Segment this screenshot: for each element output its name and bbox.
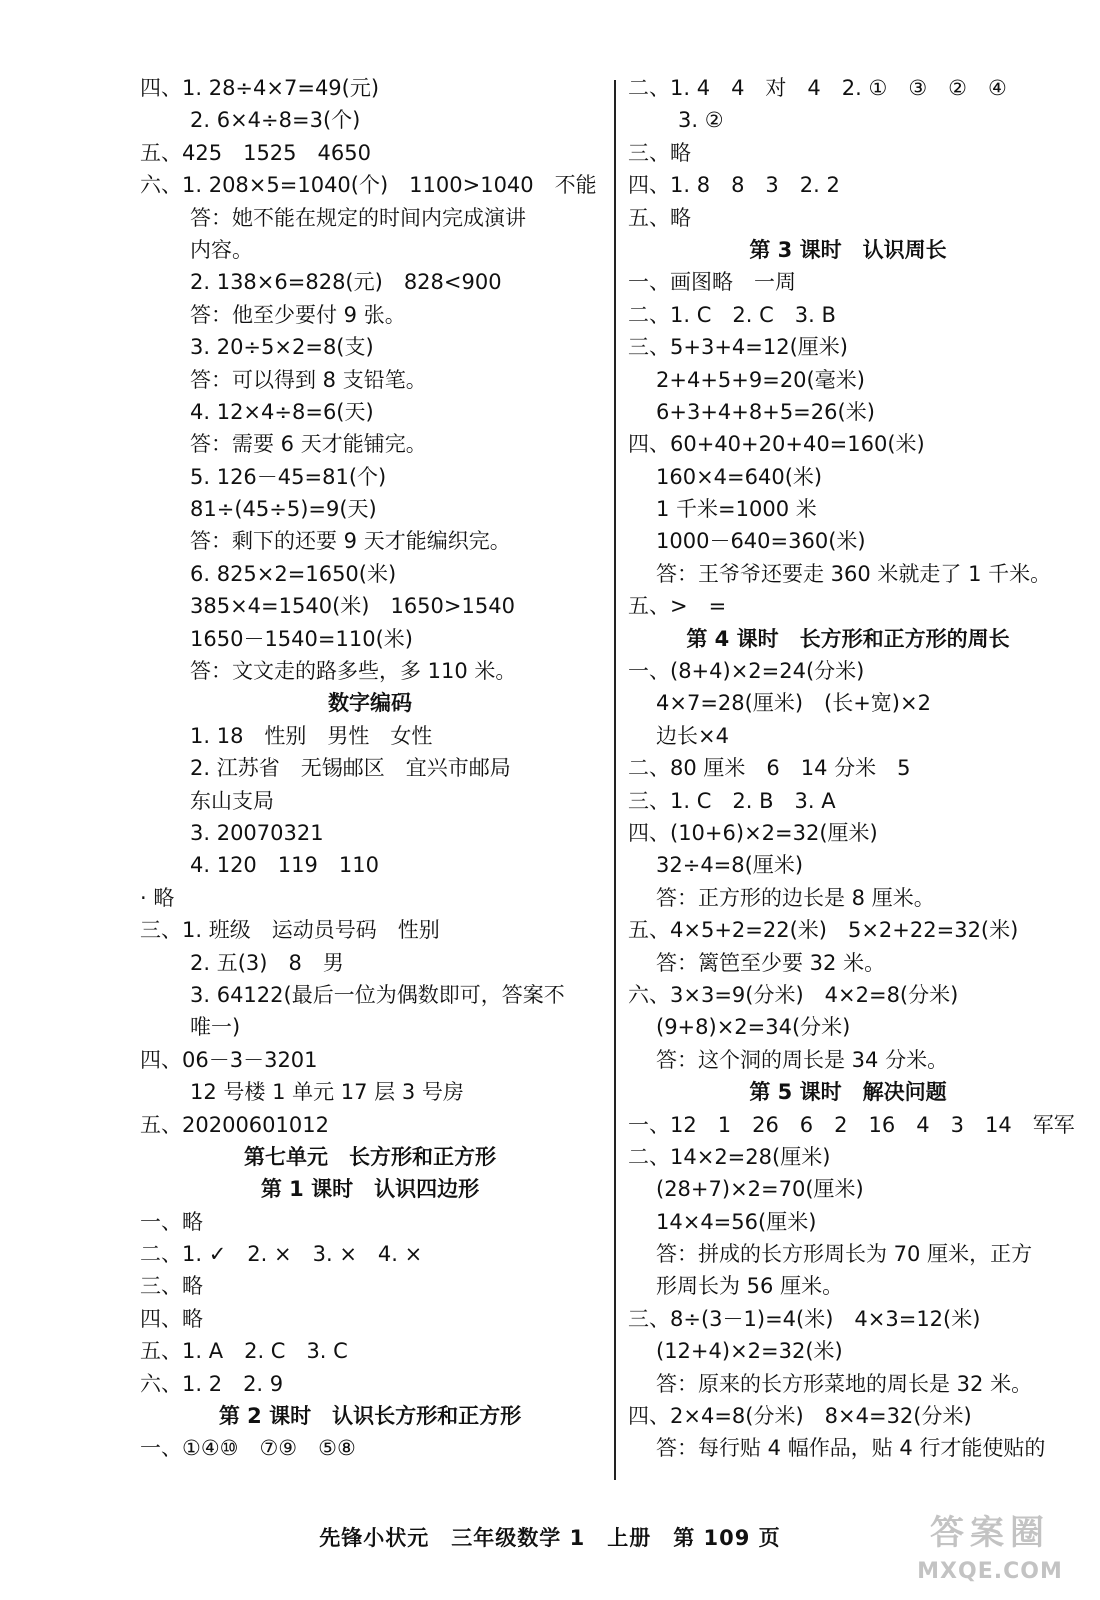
- answer-line: 二、1. C 2. C 3. B: [628, 302, 836, 327]
- answer-line: 2+4+5+9=20(毫米): [656, 367, 865, 392]
- section-heading: 第七单元 长方形和正方形: [244, 1144, 496, 1169]
- answer-line: 答：她不能在规定的时间内完成演讲: [190, 205, 526, 230]
- answer-line: 四、2×4=8(分米) 8×4=32(分米): [628, 1404, 972, 1429]
- answer-line: 边长×4: [656, 723, 729, 748]
- answer-line: (28+7)×2=70(厘米): [656, 1177, 864, 1202]
- answer-line: 答：他至少要付 9 张。: [190, 302, 406, 327]
- watermark-bottom-text: MXQE.COM: [917, 1559, 1063, 1584]
- answer-line: (9+8)×2=34(分米): [656, 1015, 851, 1040]
- answer-line: 答：剩下的还要 9 天才能编织完。: [190, 529, 511, 554]
- answer-line: 3. 64122(最后一位为偶数即可，答案不: [190, 982, 565, 1007]
- answer-line: 1650－1540=110(米): [190, 626, 413, 651]
- section-heading: 第 5 课时 解决问题: [749, 1080, 947, 1105]
- section-heading: 第 3 课时 认识周长: [749, 237, 947, 262]
- answer-line: 五、1. A 2. C 3. C: [140, 1339, 348, 1364]
- answer-line: 6+3+4+8+5=26(米): [656, 399, 875, 424]
- answer-line: 答：正方形的边长是 8 厘米。: [656, 885, 935, 910]
- answer-line: 答：这个洞的周长是 34 分米。: [656, 1047, 949, 1072]
- answer-line: 2. 138×6=828(元) 828<900: [190, 270, 502, 295]
- page-footer: 先锋小状元 三年级数学 1 上册 第 109 页: [319, 1526, 781, 1550]
- answer-line: 14×4=56(厘米): [656, 1209, 817, 1234]
- answer-line: 四、略: [140, 1306, 203, 1331]
- answer-line: 东山支局: [190, 788, 274, 813]
- answer-line: 三、略: [628, 140, 691, 165]
- section-heading: 第 1 课时 认识四边形: [260, 1177, 480, 1202]
- answer-line: 五、> =: [628, 594, 727, 619]
- watermark-logo: [890, 1508, 1090, 1594]
- answer-line: 3. ②: [678, 108, 724, 133]
- answer-line: 一、①④⑩ ⑦⑨ ⑤⑧: [140, 1436, 356, 1461]
- answer-line: 五、425 1525 4650: [140, 140, 371, 165]
- answer-line: 四、1. 28÷4×7=49(元): [140, 76, 380, 100]
- answer-line: 二、1. 4 4 对 4 2. ① ③ ② ④: [628, 76, 1007, 100]
- answer-line: 形周长为 56 厘米。: [656, 1274, 844, 1299]
- answer-line: 答：拼成的长方形周长为 70 厘米，正方: [656, 1242, 1033, 1267]
- answer-line: 五、4×5+2=22(米) 5×2+22=32(米): [628, 918, 1019, 943]
- answer-line: 三、8÷(3－1)=4(米) 4×3=12(米): [628, 1306, 981, 1331]
- answer-line: 160×4=640(米): [656, 464, 823, 489]
- answer-line: 五、20200601012: [140, 1112, 329, 1137]
- answer-line: 四、1. 8 8 3 2. 2: [628, 173, 840, 198]
- answer-line: 2. 江苏省 无锡邮区 宜兴市邮局: [190, 756, 511, 781]
- answer-line: 答：每行贴 4 幅作品，贴 4 行才能使贴的: [656, 1436, 1046, 1461]
- answer-line: 5. 126－45=81(个): [190, 464, 387, 489]
- answer-line: 2. 五(3) 8 男: [190, 950, 344, 975]
- answer-line: (12+4)×2=32(米): [656, 1339, 843, 1364]
- answer-line: 二、14×2=28(厘米): [628, 1144, 831, 1169]
- answer-line: 385×4=1540(米) 1650>1540: [190, 594, 515, 619]
- answer-line: 3. 20070321: [190, 820, 324, 845]
- answer-line: 1 千米=1000 米: [656, 497, 817, 522]
- answer-line: 81÷(45÷5)=9(天): [190, 497, 377, 522]
- answer-line: 答：原来的长方形菜地的周长是 32 米。: [656, 1371, 1033, 1396]
- section-heading: 数字编码: [328, 691, 412, 716]
- answer-line: · 略: [140, 885, 175, 910]
- answer-line: 四、06－3－3201: [140, 1047, 318, 1072]
- answer-line: 答：王爷爷还要走 360 米就走了 1 千米。: [656, 561, 1052, 586]
- answer-line: 六、1. 2 2. 9: [140, 1371, 284, 1396]
- answer-line: 六、1. 208×5=1040(个) 1100>1040 不能: [140, 173, 597, 198]
- answer-line: 五、略: [628, 205, 691, 230]
- answer-line: 32÷4=8(厘米): [656, 853, 804, 878]
- answer-line: 一、12 1 26 6 2 16 4 3 14 军军: [628, 1112, 1075, 1137]
- watermark-top-text: 答案圈: [930, 1513, 1050, 1553]
- answer-line: 4. 120 119 110: [190, 853, 379, 878]
- right-column: [628, 72, 1075, 1465]
- answer-line: 答：需要 6 天才能铺完。: [190, 432, 427, 457]
- answer-line: 12 号楼 1 单元 17 层 3 号房: [190, 1080, 464, 1105]
- section-heading: 第 2 课时 认识长方形和正方形: [218, 1404, 522, 1429]
- answer-line: 内容。: [190, 237, 253, 262]
- answer-line: 一、画图略 一周: [628, 270, 796, 295]
- answer-line: 三、1. 班级 运动员号码 性别: [140, 918, 440, 943]
- answer-line: 4×7=28(厘米) (长+宽)×2: [656, 691, 931, 716]
- answer-line: 三、1. C 2. B 3. A: [628, 788, 836, 813]
- answer-line: 唯一): [190, 1015, 241, 1040]
- answer-line: 1. 18 性别 男性 女性: [190, 723, 433, 748]
- answer-line: 四、60+40+20+40=160(米): [628, 432, 925, 457]
- section-heading: 第 4 课时 长方形和正方形的周长: [686, 626, 1010, 651]
- answer-line: 6. 825×2=1650(米): [190, 561, 397, 586]
- answer-line: 1000－640=360(米): [656, 529, 866, 554]
- answer-line: 三、5+3+4=12(厘米): [628, 335, 848, 360]
- answer-line: 二、1. ✓ 2. × 3. × 4. ×: [140, 1242, 423, 1267]
- answer-line: 3. 20÷5×2=8(支): [190, 335, 374, 360]
- column-divider: [614, 80, 616, 1480]
- answer-line: 答：文文走的路多些，多 110 米。: [190, 659, 517, 684]
- answer-line: 一、略: [140, 1209, 203, 1234]
- answer-line: 三、略: [140, 1274, 203, 1299]
- answer-line: 答：可以得到 8 支铅笔。: [190, 367, 427, 392]
- answer-line: 2. 6×4÷8=3(个): [190, 108, 361, 133]
- answer-line: 四、(10+6)×2=32(厘米): [628, 820, 878, 845]
- answer-line: 一、(8+4)×2=24(分米): [628, 659, 865, 684]
- answer-line: 答：篱笆至少要 32 米。: [656, 950, 886, 975]
- answer-line: 4. 12×4÷8=6(天): [190, 399, 374, 424]
- answer-line: 二、80 厘米 6 14 分米 5: [628, 756, 911, 781]
- left-column: [140, 72, 600, 1465]
- answer-line: 六、3×3=9(分米) 4×2=8(分米): [628, 982, 959, 1007]
